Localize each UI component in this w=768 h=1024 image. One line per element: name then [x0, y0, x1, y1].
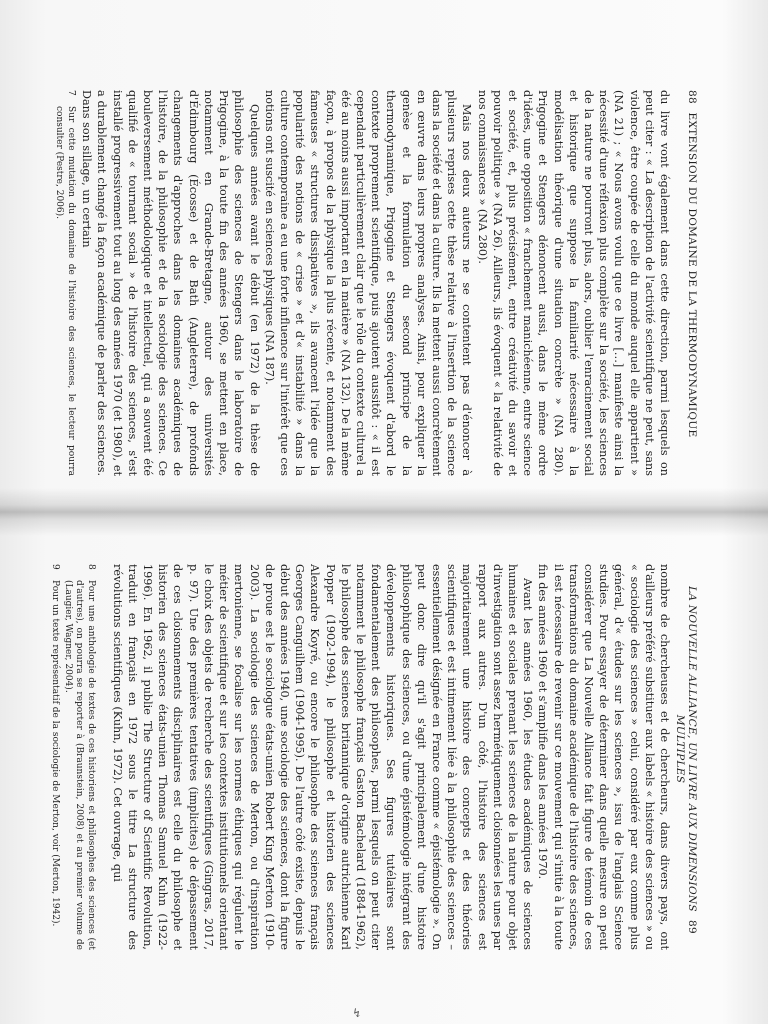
footnote	[61, 564, 96, 950]
left-paragraph: du livre vont également dans cette direction, parmi lesquels on peut citer : « La description de l'activité scientifique ne peut, sans violence, être coupée de celle du monde auquel elle appartient » (NA 21) ; « Nous avons voulu que ce livre […] manifeste ainsi la nécessité d'une réflexion plus complète sur la société, les sciences de la nature ne pourront plus, alors, oublier l'enracinement social et historique que suppose la familiarité nécessaire à la modélisation théorique d'une situation concrète » (NA 280). Prigogine et Stengers dénoncent aussi, dans le même ordre d'idées, une opposition « franchement manichéenne, entre science et société, et, plus précisément, entre créativité du savoir et pouvoir politique » (NA 26). Ailleurs, ils évoquent « la relativité de nos connaissances » (NA 280).	[475, 90, 671, 476]
left-page-header	[682, 90, 698, 460]
left-page-body	[80, 90, 672, 476]
footnote	[49, 564, 61, 950]
right-paragraph: nombre de chercheuses et de chercheurs, dans divers pays, ont d'ailleurs préféré substituer aux labels « histoire des sciences » ou « sociologie des sciences » celui, considéré par eux comme plus général, d'« études sur les sciences », issu de l'anglais Science studies. Pour essayer de déterminer dans quelle mesure on peut considérer que La Nouvelle Alliance fait figure de témoin de ces transformations du domaine académique de l'histoire des sciences, il est nécessaire de revenir sur ce mouvement qui s'initie à la toute fin des années 1960 et s'amplifie dans les années 1970.	[536, 564, 671, 950]
left-page	[0, 0, 768, 500]
right-page	[0, 524, 768, 1024]
left-page-number: 88	[686, 90, 698, 104]
right-running-head: LA NOUVELLE ALLIANCE, UN LIVRE AUX DIMENSIONS MULTIPLES	[674, 586, 698, 912]
right-page-number: 89	[686, 920, 698, 934]
right-page-body	[112, 564, 672, 950]
right-page-header	[674, 564, 698, 934]
footnote-number: 9	[50, 564, 61, 570]
left-running-head: EXTENSION DU DOMAINE DE LA THERMODYNAMIQUE	[686, 112, 698, 438]
footnote-text: Sur cette mutation du domaine de l'histoire des sciences, le lecteur pourra consulter (Pestre, 2006).	[54, 106, 76, 476]
footnote-number: 8	[86, 564, 96, 570]
left-paragraph: Mais nos deux auteurs ne se contentent pas d'énoncer à plusieurs reprises cette thèse relative à l'insertion de la science dans la société et dans la culture. Ils la mettent aussi concrètement en œuvre dans leurs propres analyses. Ainsi, pour expliquer la genèse et la formulation du second principe de la thermodynamique, Prigogine et Stengers évoquent d'abord le contexte proprement scientifique, puis ajoutent aussitôt : « il est cependant particulièrement clair que le rôle du contexte culturel a été au moins aussi important en la matière » (NA 132). De la même façon, à propos de la physique la plus récente, et notamment des fameuses « structures dissipatives », ils avancent l'idée que la popularité des notions de « crise » et d'« instabilité » dans la culture contemporaine a eu une forte influence sur l'intérêt que ces notions ont suscité en sciences physiques (NA 187).	[262, 90, 474, 476]
footnote-text: Pour une anthologie de textes de ces historiens et philosophes des sciences (et d'autres), on pourra se reporter à (Braunstein, 2008) et au premier volume de (Laugier, Wagner, 2004).	[62, 580, 96, 950]
left-footnotes	[52, 90, 76, 476]
footnote-number: 7	[66, 90, 76, 96]
footnote-text: Pour un texte représentatif de la sociologie de Merton, voir (Merton, 1942).	[50, 580, 61, 927]
left-paragraph: Quelques années avant le début (en 1972) de la thèse de philosophie des sciences de Stengers dans le laboratoire de Prigogine, à la toute fin des années 1960, se mettent en place, notamment en Grande-Bretagne, autour des universités d'Édimbourg (Écosse) et de Bath (Angleterre), de profonds changements d'approches dans les domaines académiques de l'histoire, de la philosophie et de la sociologie des sciences. Ce bouleversement méthodologique et intellectuel, qui a souvent été qualifié de « tournant social » de l'histoire des sciences, s'est installé progressivement tout au long des années 1970 (et 1980), et a durablement changé la façon académique de parler des sciences. Dans son sillage, un certain	[80, 90, 261, 476]
right-footnotes	[48, 564, 96, 950]
right-paragraph: Avant les années 1960, les études académiques de sciences humaines et sociales prenant les sciences de la nature pour objet d'investigation sont assez hermétiquement cloisonnées les unes par rapport aux autres. D'un côté, l'histoire des sciences est majoritairement une histoire des concepts et des théories scientifiques et est intimement liée à la philosophie des sciences – essentiellement désignée en France comme « épistémologie ». On peut donc dire qu'il s'agit principalement d'une histoire philosophique des sciences, ou d'une épistémologie intégrant des développements historiques. Ses figures tutélaires sont fondamentalement des philosophes, parmi lesquels on peut citer notamment le philosophe français Gaston Bachelard (1884-1962), le philosophe des sciences britannique d'origine autrichienne Karl Popper (1902-1994), le philosophe et historien des sciences Alexandre Koyré, ou encore le philosophe des sciences français Georges Canguilhem (1904-1995). De l'autre côté existe, depuis le début des années 1940, une sociologie des sciences, dont la figure de proue est le sociologue états-unien Robert King Merton (1910-2003). La sociologie des sciences de Merton, ou d'inspiration mertonienne, se focalise sur les normes éthiques qui régulent le métier de scientifique et sur les contextes institutionnels orientant le choix des objets de recherche des scientifiques (Gingras, 2017, p. 97). Une des premières tentatives (implicites) de dépassement de ces cloisonnements disciplinaires est celle du philosophe et historien des sciences états-unien Thomas Samuel Kuhn (1922-1996). En 1962, il publie The Structure of Scientific Revolution, traduit en français en 1972 sous le titre La structure des révolutions scientifiques (Kuhn, 1972). Cet ouvrage, qui	[110, 564, 535, 950]
pencil-mark: ↯	[352, 1006, 363, 1020]
footnote	[53, 90, 76, 476]
